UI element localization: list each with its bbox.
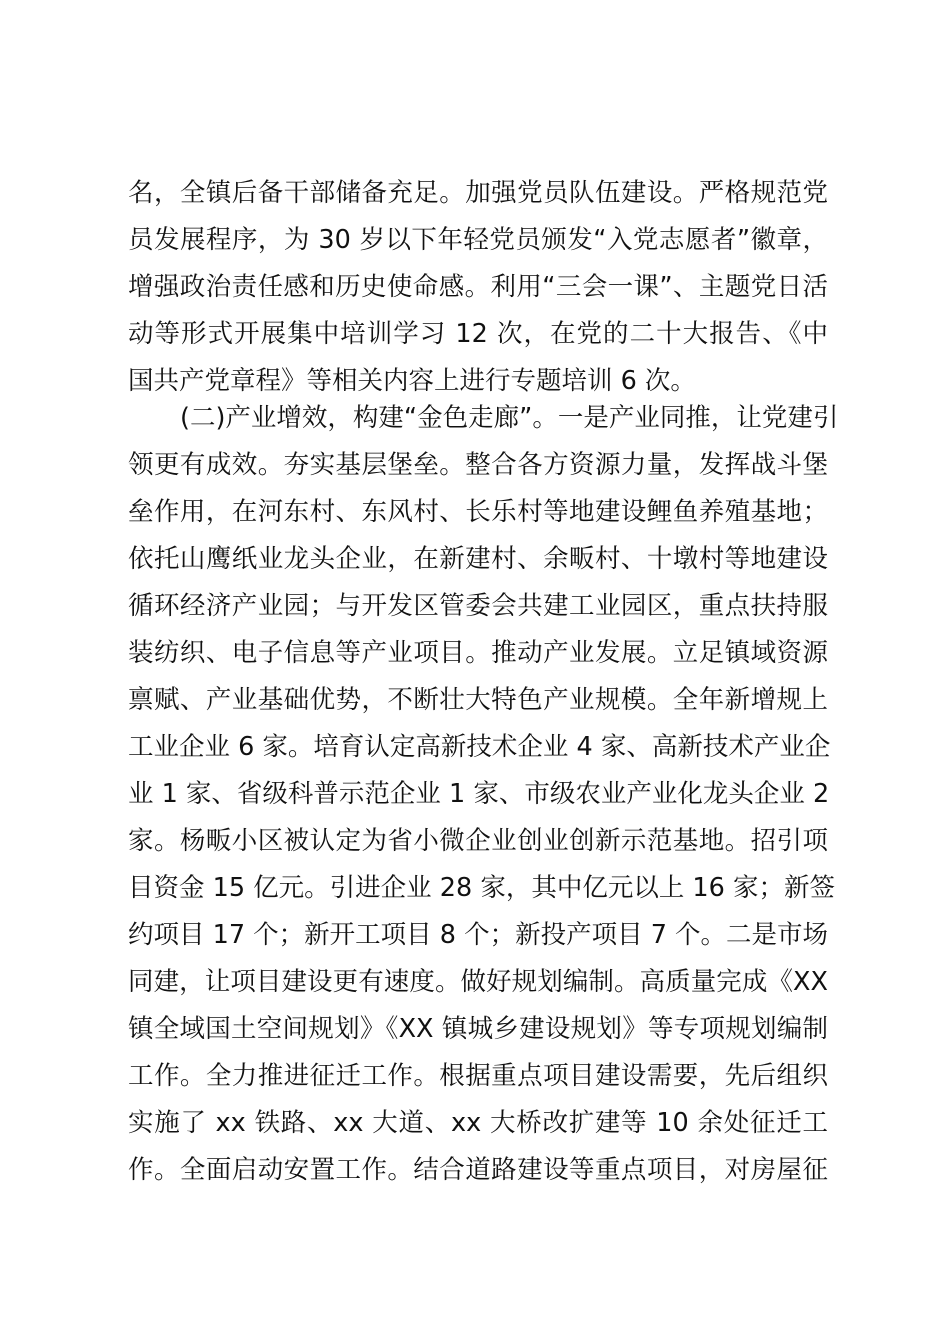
paragraph-line: 动等形式开展集中培训学习 12 次，在党的二十大报告、《中 [128,319,828,349]
paragraph-line: 禀赋、产业基础优势，不断壮大特色产业规模。全年新增规上 [128,685,828,715]
paragraph-2 [128,395,839,1194]
paragraph-line: 作。全面启动安置工作。结合道路建设等重点项目，对房屋征 [128,1155,828,1185]
paragraph-1 [128,170,828,405]
paragraph-line: 垒作用，在河东村、东风村、长乐村等地建设鲤鱼养殖基地； [128,497,828,527]
paragraph-line: 循环经济产业园；与开发区管委会共建工业园区，重点扶持服 [128,591,828,621]
paragraph-line: 工作。全力推进征迁工作。根据重点项目建设需要，先后组织 [128,1061,828,1091]
paragraph-line: 依托山鹰纸业龙头企业，在新建村、余畈村、十墩村等地建设 [128,544,828,574]
paragraph-line: 装纺织、电子信息等产业项目。推动产业发展。立足镇域资源 [128,638,828,668]
paragraph-heading-line: (二)产业增效，构建“金色走廊”。一是产业同推，让党建引 [180,403,839,433]
paragraph-line: 约项目 17 个；新开工项目 8 个；新投产项目 7 个。二是市场 [128,920,829,950]
paragraph-line: 员发展程序，为 30 岁以下年轻党员颁发“入党志愿者”徽章， [128,225,828,255]
paragraph-line: 目资金 15 亿元。引进企业 28 家，其中亿元以上 16 家；新签 [128,873,835,903]
paragraph-line: 镇全域国土空间规划》《XX 镇城乡建设规划》等专项规划编制 [128,1014,828,1044]
paragraph-line: 家。杨畈小区被认定为省小微企业创业创新示范基地。招引项 [128,826,828,856]
paragraph-line: 同建，让项目建设更有速度。做好规划编制。高质量完成《XX [128,967,828,997]
paragraph-line: 业 1 家、省级科普示范企业 1 家、市级农业产业化龙头企业 2 [128,779,830,809]
paragraph-line: 增强政治责任感和历史使命感。利用“三会一课”、主题党日活 [128,272,828,302]
paragraph-line: 工业企业 6 家。培育认定高新技术企业 4 家、高新技术产业企 [128,732,831,762]
paragraph-line: 实施了 xx 铁路、xx 大道、xx 大桥改扩建等 10 余处征迁工 [128,1108,828,1138]
paragraph-line: 国共产党章程》等相关内容上进行专题培训 6 次。 [128,366,696,396]
paragraph-line: 领更有成效。夯实基层堡垒。整合各方资源力量，发挥战斗堡 [128,450,828,480]
paragraph-line: 名，全镇后备干部储备充足。加强党员队伍建设。严格规范党 [128,178,828,208]
